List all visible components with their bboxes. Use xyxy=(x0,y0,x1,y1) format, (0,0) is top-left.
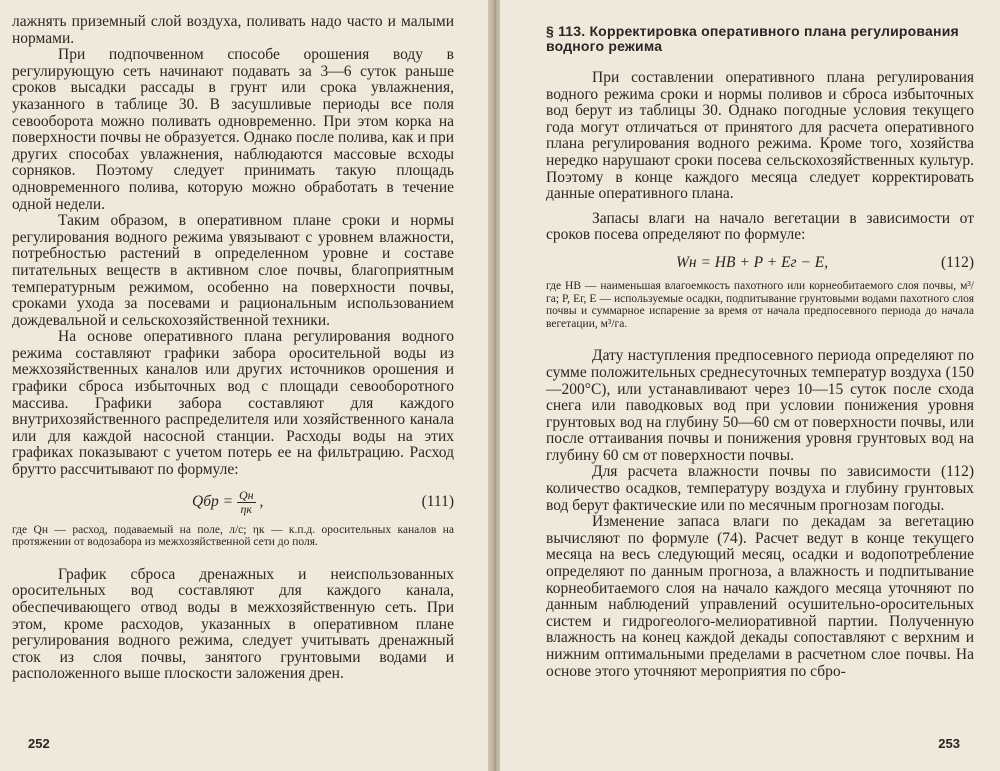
formula-112-expression: Wн = НВ + P + Eг − E, xyxy=(676,253,829,271)
formula-111-tail: , xyxy=(259,492,264,510)
left-page xyxy=(0,0,490,771)
right-formula-note: где НВ — наименьшая влагоемкость пахотного или корнеобитаемого слоя почвы, м³/га; P, Eг, E — используемые осадки, подпитывание грунтовыми водами пахотного слоя почвы и суммарное испарение за время от начала предпосевного периода до начала вегетации, м³/га. xyxy=(546,279,974,330)
left-paragraph-4: На основе оперативного плана регулирования водного режима составляют графики забора оросительной воды из межхозяйственных каналов или других источников орошения и графики сброса избыточных вод с площади севооборотного массива. Графики забора составляют для каждого внутрихозяйственного распределителя или хозяйственного канала или для каждой насосной станции. Расходы воды на этих графиках показывают с учетом потерь ее на фильтрацию. Расход брутто рассчитывают по формуле: xyxy=(12,328,454,479)
formula-111-denominator: ηк xyxy=(240,501,253,516)
formula-111-fraction xyxy=(237,489,256,516)
left-paragraph-2: При подпочвенном способе орошения воду в регулирующую сеть начинают подавать за 3—6 суток раньше сроков высадки рассады в грунт или срока увлажнения, указанного в таблице 30. В засушливые периоды все поля севооборота можно поливать одновременно. При этом корка на поверхности почвы не образуется. Однако после полива, как и при других способах увлажнения, наблюдаются массовые всходы сорняков. Поэтому следует принимать такую площадь одновременного полива, которую можно обработать в течение одной недели. xyxy=(12,46,454,213)
right-paragraph-5: Изменение запаса влаги по декадам за вегетацию вычисляют по формуле (74). Расчет ведут в конце текущего месяца на весь следующий месяц, осадки и водопотребление определяют по данным прогноза, а влажность и подпитывание корнеобитаемого слоя на начало каждого месяца уточняют по данным наблюдений управлений осушительно-оросительных систем и гидрогеолого-мелиоративной партии. Полученную влажность на конец каждой декады сопоставляют с верхним и нижним оптимальными пределами в расчетном слое почвы. На основе этого уточняют мероприятия по сбро- xyxy=(546,513,974,680)
formula-111-numerator: Qн xyxy=(238,487,254,502)
right-paragraph-4: Для расчета влажности почвы по зависимости (112) количество осадков, температуру воздуха и глубину грунтовых вод берут фактические или по месячным прогнозам погоды. xyxy=(546,463,974,514)
formula-111-number: (111) xyxy=(421,493,454,511)
right-page xyxy=(500,0,1000,771)
formula-111-expression xyxy=(192,489,263,516)
left-paragraph-3: Таким образом, в оперативном плане сроки и нормы регулирования водного режима увязывают с уровнем влажности, потребностью растений в определенном уровне и составе питательных веществ в активном слое почвы, благоприятным температурным режимом, особенно на поверхности почвы, сроками ухода за посевами и рациональным использованием дождевальной и сельскохозяйственной техники. xyxy=(12,212,454,329)
formula-112-number: (112) xyxy=(941,253,974,271)
right-paragraph-3: Дату наступления предпосевного периода определяют по сумме положительных среднесуточных температур воздуха (150—200°С), или устанавливают через 10—15 суток после схода снега или паводковых вод при условии понижения уровня грунтовых вод на глубину 50—60 см от поверхности почвы, или после оттаивания почвы и понижения уровня грунтовых вод на глубину 60 см от поверхности почвы. xyxy=(546,347,974,464)
section-heading: § 113. Корректировка оперативного плана регулирования водного режима xyxy=(546,23,959,54)
right-paragraph-1: При составлении оперативного плана регулирования водного режима сроки и нормы поливов и сброса избыточных вод берут из таблицы 30. Однако погодные условия текущего года могут отличаться от принятого для расчета оперативного плана регулирования водного режима. Кроме того, хозяйства нередко нарушают сроки посева сельскохозяйственных культур. Поэтому в конце каждого месяца следует корректировать данные оперативного плана. xyxy=(546,69,974,203)
formula-111 xyxy=(12,489,454,516)
left-paragraph-5: График сброса дренажных и неиспользованных оросительных вод составляют для каждого канала, обеспечивающего отвод воды в межхозяйственную сеть. При этом, кроме расходов, указанных в оперативном плане регулирования водного режима, следует учитывать дренажный сток из слоя почвы, занятого грунтовыми водами и расположенного выше плоскости заложения дрен. xyxy=(12,565,454,683)
formula-111-lhs: Qбр = xyxy=(192,492,234,510)
left-paragraph-1: лажнять приземный слой воздуха, поливать надо часто и малыми нормами. xyxy=(12,13,454,47)
formula-112 xyxy=(546,254,974,272)
right-page-number: 253 xyxy=(938,736,960,751)
right-paragraph-2: Запасы влаги на начало вегетации в зависимости от сроков посева определяют по формуле: xyxy=(546,209,974,244)
left-page-number: 252 xyxy=(28,736,50,751)
left-formula-note: где Qн — расход, подаваемый на поле, л/с; ηк — к.п.д. оросительных каналов на протяжении от водозабора из межхозяйственной сети до поля. xyxy=(12,523,454,549)
